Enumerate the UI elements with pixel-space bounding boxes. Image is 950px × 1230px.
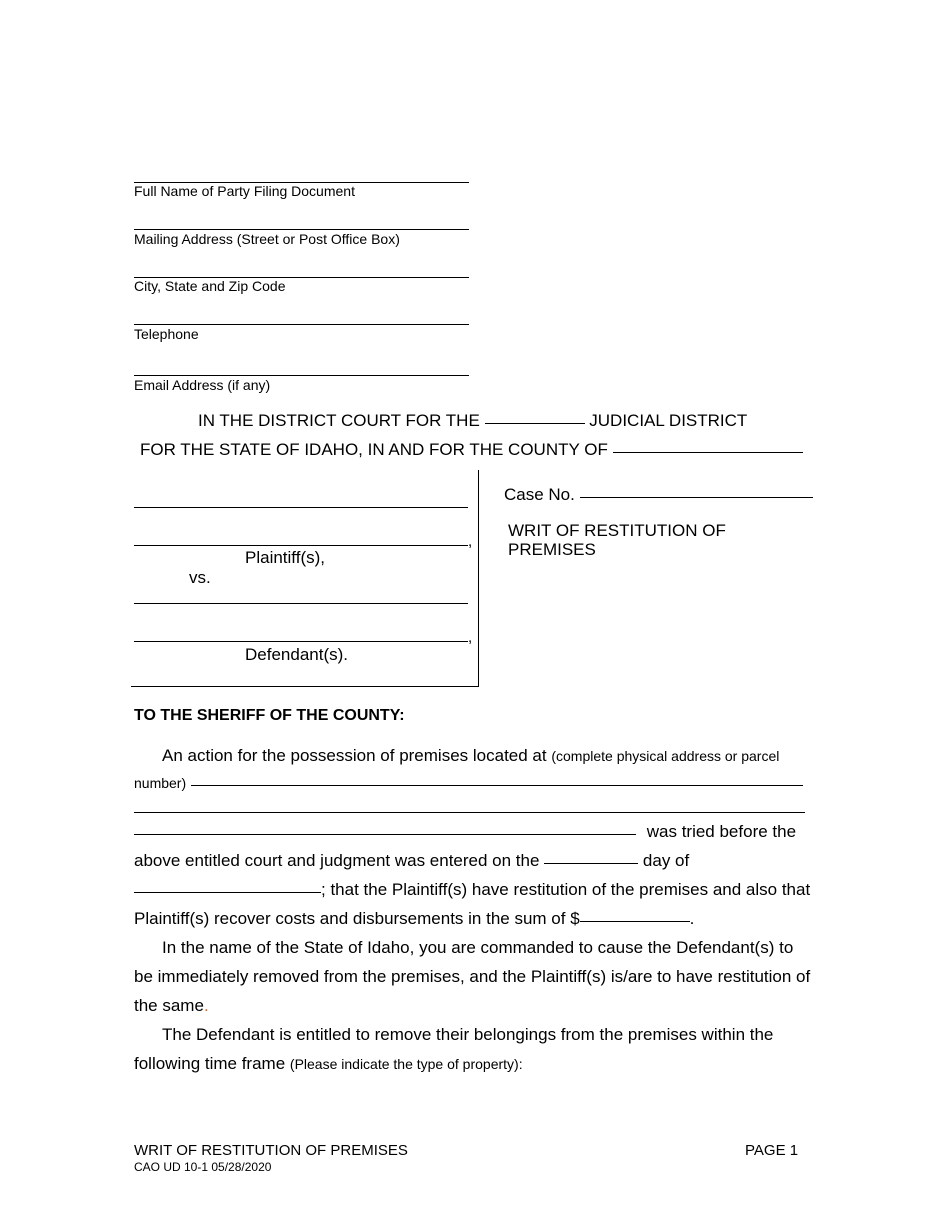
day-of-text: day of: [642, 851, 690, 870]
vs-label: vs.: [189, 568, 211, 587]
paragraph1-line2: [134, 773, 803, 793]
p1-start: An action for the possession of premises located at: [162, 746, 547, 765]
footer-form-code: CAO UD 10-1 05/28/2020: [134, 1160, 272, 1174]
full-name-label: Full Name of Party Filing Document: [134, 183, 355, 199]
document-title-line1: WRIT OF RESTITUTION OF: [508, 521, 726, 540]
paragraph1-line3: [134, 822, 796, 842]
court-heading-line1: [198, 411, 747, 431]
footer-page-number: PAGE 1: [745, 1142, 799, 1159]
p2-line1: In the name of the State of Idaho, you are commanded to cause the Defendant(s) to: [162, 938, 794, 957]
mailing-address-label: Mailing Address (Street or Post Office Box): [134, 231, 400, 247]
costs-period: .: [689, 909, 695, 928]
city-state-zip-label: City, State and Zip Code: [134, 278, 286, 294]
judgment-month-year-field[interactable]: [134, 891, 321, 893]
p1-small-cont: number): [134, 775, 187, 791]
plaintiff-line-2[interactable]: [134, 545, 468, 546]
p3-line2: following time frame: [134, 1054, 286, 1073]
plaintiffs-label: Plaintiff(s),: [245, 548, 325, 567]
defendant-comma: ,: [468, 629, 473, 646]
document-title-line2: PREMISES: [508, 540, 596, 559]
case-number-row: [504, 485, 813, 505]
plaintiff-comma: ,: [468, 533, 473, 550]
defendant-line-2[interactable]: [134, 641, 468, 642]
tried-text: was tried before the: [646, 822, 797, 841]
address-field-line2[interactable]: [134, 812, 805, 813]
defendant-line-1[interactable]: [134, 603, 468, 604]
plaintiff-line-1[interactable]: [134, 507, 468, 508]
paragraph1-line6: [134, 909, 694, 929]
document-title: [508, 521, 726, 559]
p3-line1: The Defendant is entitled to remove their belongings from the premises within the: [162, 1025, 774, 1044]
costs-text: Plaintiff(s) recover costs and disbursements in the sum of $: [134, 909, 580, 928]
p2-line3: the same: [134, 996, 204, 1015]
sheriff-heading: TO THE SHERIFF OF THE COUNTY:: [134, 707, 405, 724]
county-field[interactable]: [613, 451, 803, 453]
p3-line2-wrap: [134, 1054, 523, 1074]
paragraph1-line5: [134, 880, 810, 900]
restitution-text: ; that the Plaintiff(s) have restitution of the premises and also that: [321, 880, 811, 899]
judgment-day-field[interactable]: [544, 862, 638, 864]
email-label: Email Address (if any): [134, 377, 271, 393]
case-number-field[interactable]: [580, 496, 813, 498]
judicial-district-field[interactable]: [485, 422, 585, 424]
court-line1-end: JUDICIAL DISTRICT: [589, 411, 748, 430]
p2-line3-wrap: [134, 996, 209, 1016]
p1-small: (complete physical address or parcel: [551, 748, 780, 764]
court-heading-line2: [140, 440, 803, 460]
telephone-label: Telephone: [134, 326, 199, 342]
footer-title: WRIT OF RESTITUTION OF PREMISES: [134, 1142, 408, 1159]
p2-line2: be immediately removed from the premises, and the Plaintiff(s) is/are to have restitution of: [134, 967, 811, 986]
case-no-label: Case No.: [504, 485, 575, 504]
p2-period: .: [203, 996, 209, 1015]
address-field-line1[interactable]: [191, 784, 803, 786]
paragraph1-line4: [134, 851, 689, 871]
caption-vertical-divider: [478, 470, 479, 687]
court-line2-start: FOR THE STATE OF IDAHO, IN AND FOR THE COUNTY OF: [140, 440, 608, 459]
telephone-line[interactable]: [134, 324, 469, 325]
court-line1-start: IN THE DISTRICT COURT FOR THE: [198, 411, 480, 430]
judgment-start: above entitled court and judgment was entered on the: [134, 851, 540, 870]
paragraph1-line1: [162, 746, 779, 766]
p3-small: (Please indicate the type of property):: [289, 1056, 523, 1072]
address-field-line3[interactable]: [134, 833, 636, 835]
email-line[interactable]: [134, 375, 469, 376]
mailing-address-line[interactable]: [134, 229, 469, 230]
caption-bottom-divider: [131, 686, 479, 687]
costs-amount-field[interactable]: [580, 920, 690, 922]
defendants-label: Defendant(s).: [245, 645, 348, 664]
